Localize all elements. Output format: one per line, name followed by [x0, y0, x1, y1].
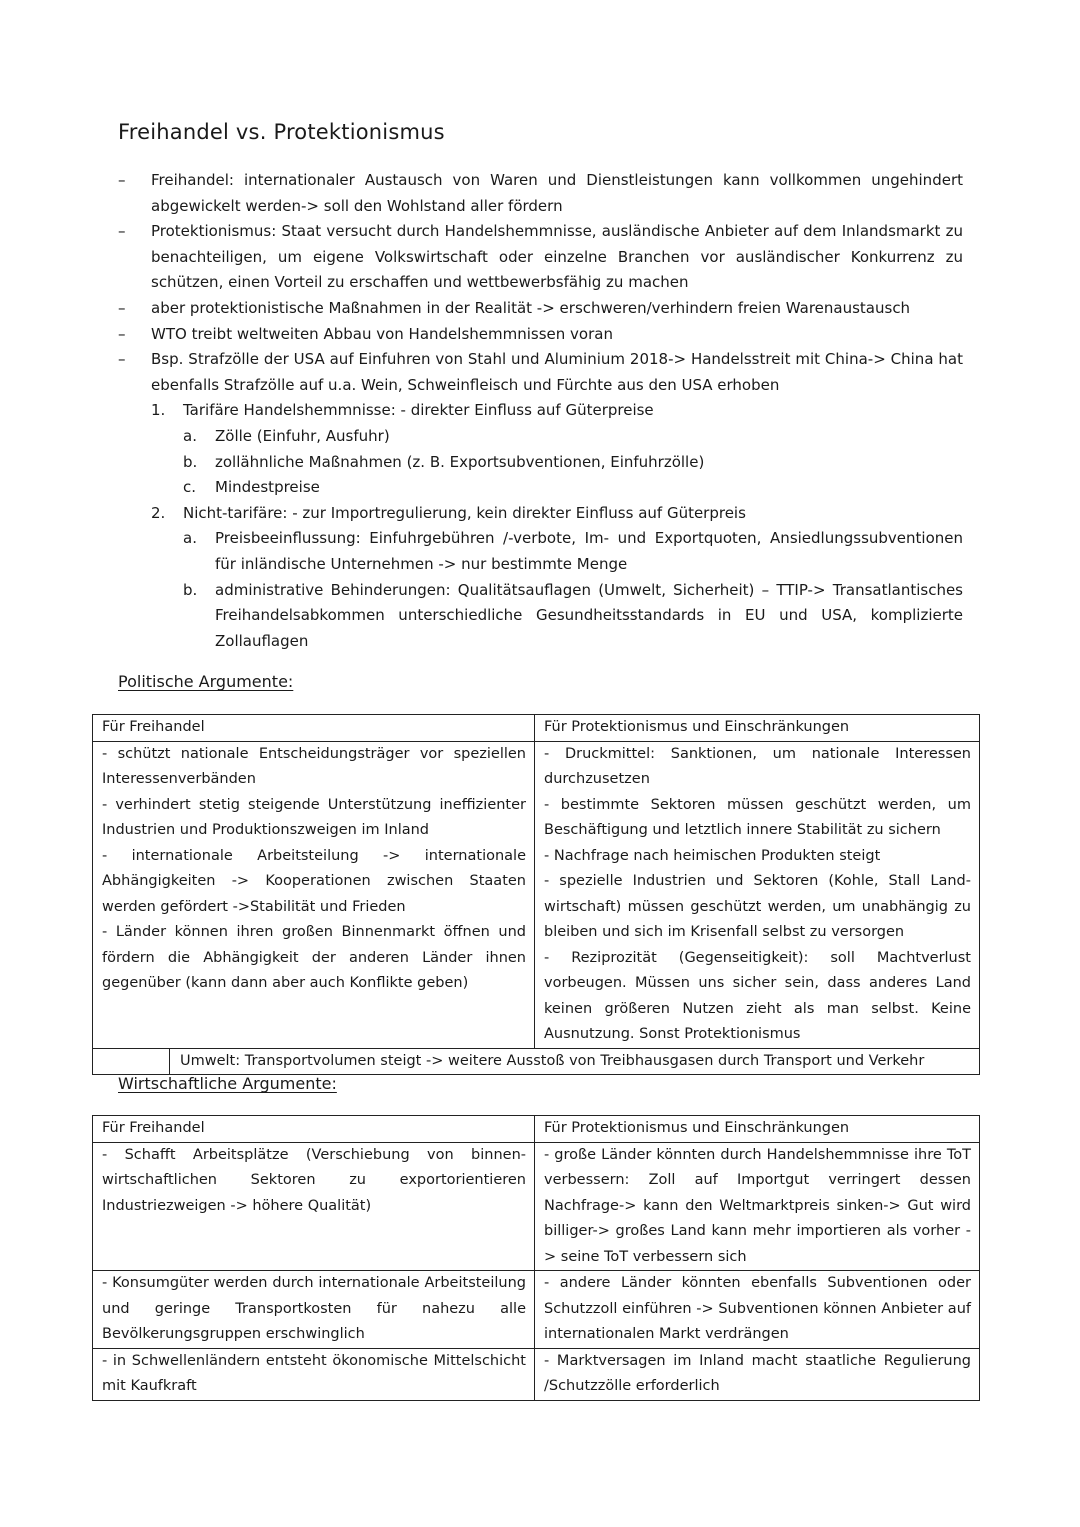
- bullet-text: aber protektionistische Maßnahmen in der Realität -> erschweren/verhindern freien Warenaustausch: [151, 298, 911, 317]
- item-letter: a.: [183, 426, 197, 445]
- bullet-marker: –: [118, 298, 126, 317]
- bullet-item: [118, 347, 963, 398]
- argument-text: - verhindert stetig steigende Unterstützung ineffizienter Industrien und Produktionszweigen im Inland: [102, 796, 526, 838]
- pro-protectionism-cell: - Marktversagen im Inland macht staatliche Regulierung /Schutzzölle erforderlich: [535, 1348, 980, 1400]
- bullet-item: [118, 168, 963, 219]
- argument-text: - internationale Arbeitsteilung -> internationale Abhängigkeiten -> Kooperationen zwischen Staaten werden gefördert ->Stabilität und Frieden: [102, 847, 526, 915]
- page-title: Freihandel vs. Protektionismus: [118, 120, 445, 144]
- lettered-item: [118, 578, 963, 655]
- header-cell-right: Für Protektionismus und Einschränkungen: [535, 715, 980, 742]
- table-row: [93, 1348, 980, 1400]
- lettered-item: [118, 475, 963, 501]
- environment-text: Umwelt: Transportvolumen steigt -> weitere Ausstoß von Treibhausgasen durch Transport und Verkehr: [180, 1052, 925, 1069]
- header-cell-left: Für Freihandel: [93, 1116, 535, 1143]
- argument-text: - Reziprozität (Gegenseitigkeit): soll Machtverlust vorbeugen. Müssen uns sicher sein, dass anderes Land keinen größeren Nutzen zieht als man selbst. Keine Ausnutzung. Sonst Protektionismus: [544, 949, 971, 1042]
- pro-freetrade-cell: - Konsumgüter werden durch internationale Arbeitsteilung und geringe Transportkosten für nahezu alle Bevölkerungsgruppen erschwinglich: [93, 1271, 535, 1349]
- bullet-item: [118, 322, 963, 348]
- bullet-marker: –: [118, 324, 126, 343]
- pro-protectionism-cell: - andere Länder könnten ebenfalls Subventionen oder Schutzzoll einführen -> Subventionen können Anbieter auf internationalen Markt verdrängen: [535, 1271, 980, 1349]
- bullet-marker: –: [118, 350, 126, 369]
- item-text: Mindestpreise: [215, 478, 320, 497]
- item-letter: b.: [183, 452, 198, 471]
- item-text: zollähnliche Maßnahmen (z. B. Exportsubventionen, Einfuhrzölle): [215, 452, 705, 471]
- bullet-item: [118, 219, 963, 296]
- lettered-item: [118, 424, 963, 450]
- pro-freetrade-cell: [93, 741, 535, 1048]
- table-header-row: [93, 715, 980, 742]
- bullet-text: Protektionismus: Staat versucht durch Handelshemmnisse, ausländische Anbieter auf dem Inlandsmarkt zu benachteiligen, um eigene Volkswirtschaft oder einzelne Branchen vor ausländischer Konkurrenz zu schützen, einen Vorteil zu erschaffen und wettbewerbsfähig zu machen: [151, 222, 963, 292]
- economic-arguments-table: [92, 1115, 980, 1401]
- numbered-item: [118, 398, 963, 424]
- cell-divider: [169, 1049, 170, 1075]
- item-number: 2.: [151, 503, 166, 522]
- pro-freetrade-cell: - Schafft Arbeitsplätze (Verschiebung von binnen-wirtschaftlichen Sektoren zu exportorientieren Industriezweigen -> höhere Qualität): [93, 1142, 535, 1271]
- item-text: administrative Behinderungen: Qualitätsauflagen (Umwelt, Sicherheit) – TTIP-> Transatlantisches Freihandelsabkommen unterschiedliche Gesundheitsstandards in EU und USA, komplizierte Zollauflagen: [215, 580, 963, 650]
- item-letter: b.: [183, 580, 198, 599]
- bullet-text: WTO treibt weltweiten Abbau von Handelshemmnissen voran: [151, 324, 613, 343]
- economic-heading: Wirtschaftliche Argumente:: [118, 1074, 337, 1093]
- table-row: [93, 1048, 980, 1075]
- item-letter: a.: [183, 529, 197, 548]
- numbered-item: [118, 501, 963, 527]
- lettered-item: [118, 526, 963, 577]
- argument-text: - bestimmte Sektoren müssen geschützt werden, um Beschäftigung und letztlich innere Stabilität zu sichern: [544, 796, 971, 838]
- header-cell-left: Für Freihandel: [93, 715, 535, 742]
- pro-protectionism-cell: - große Länder könnten durch Handelshemmnisse ihre ToT verbessern: Zoll auf Importgut verringert dessen Nachfrage-> kann den Weltmarktpreis sinken-> Gut wird billiger-> großes Land kann mehr importieren als vorher -> seine ToT verbessern sich: [535, 1142, 980, 1271]
- pro-protectionism-cell: [535, 741, 980, 1048]
- political-arguments-table: [92, 714, 980, 1075]
- bullet-text: Freihandel: internationaler Austausch von Waren und Dienstleistungen kann vollkommen ungehindert abgewickelt werden-> soll den Wohlstand aller fördern: [151, 171, 963, 215]
- item-number: 1.: [151, 401, 166, 420]
- argument-text: - Länder können ihren großen Binnenmarkt öffnen und fördern die Abhängigkeit der anderen Länder ihnen gegenüber (kann dann aber auch Konflikte geben): [102, 924, 526, 991]
- item-letter: c.: [183, 478, 197, 497]
- bullet-item: [118, 296, 963, 322]
- political-heading: Politische Argumente:: [118, 672, 294, 691]
- argument-text: - spezielle Industrien und Sektoren (Kohle, Stall Land-wirtschaft) müssen geschützt werden, um unabhängig zu bleiben und sich im Krisenfall selbst zu versorgen: [544, 873, 971, 940]
- bullet-marker: –: [118, 171, 126, 189]
- item-text: Preisbeeinflussung: Einfuhrgebühren /-verbote, Im- und Exportquoten, Ansiedlungssubventionen für inländische Unternehmen -> nur bestimmte Menge: [215, 529, 963, 573]
- argument-text: - Druckmittel: Sanktionen, um nationale Interessen durchzusetzen: [544, 745, 971, 787]
- pro-freetrade-cell: - in Schwellenländern entsteht ökonomische Mittelschicht mit Kaufkraft: [93, 1348, 535, 1400]
- item-text: Zölle (Einfuhr, Ausfuhr): [215, 426, 390, 445]
- lettered-item: [118, 450, 963, 476]
- table-row: [93, 741, 980, 1048]
- bullet-text: Bsp. Strafzölle der USA auf Einfuhren von Stahl und Aluminium 2018-> Handelsstreit mit China-> China hat ebenfalls Strafzölle auf u.a. Wein, Schweinfleisch und Fürchte aus den USA erhoben: [151, 350, 963, 394]
- item-text: Nicht-tarifäre: - zur Importregulierung, kein direkter Einfluss auf Güterpreis: [183, 503, 746, 522]
- table-header-row: [93, 1116, 980, 1143]
- item-text: Tarifäre Handelshemmnisse: - direkter Einfluss auf Güterpreise: [183, 401, 654, 420]
- table-row: [93, 1142, 980, 1271]
- environment-cell: [93, 1048, 980, 1075]
- table-row: [93, 1271, 980, 1349]
- argument-text: - schützt nationale Entscheidungsträger vor speziellen Interessenverbänden: [102, 745, 526, 787]
- bullet-marker: –: [118, 222, 126, 241]
- bullet-list: [118, 168, 963, 654]
- header-cell-right: Für Protektionismus und Einschränkungen: [535, 1116, 980, 1143]
- argument-text: - Nachfrage nach heimischen Produkten steigt: [544, 847, 881, 864]
